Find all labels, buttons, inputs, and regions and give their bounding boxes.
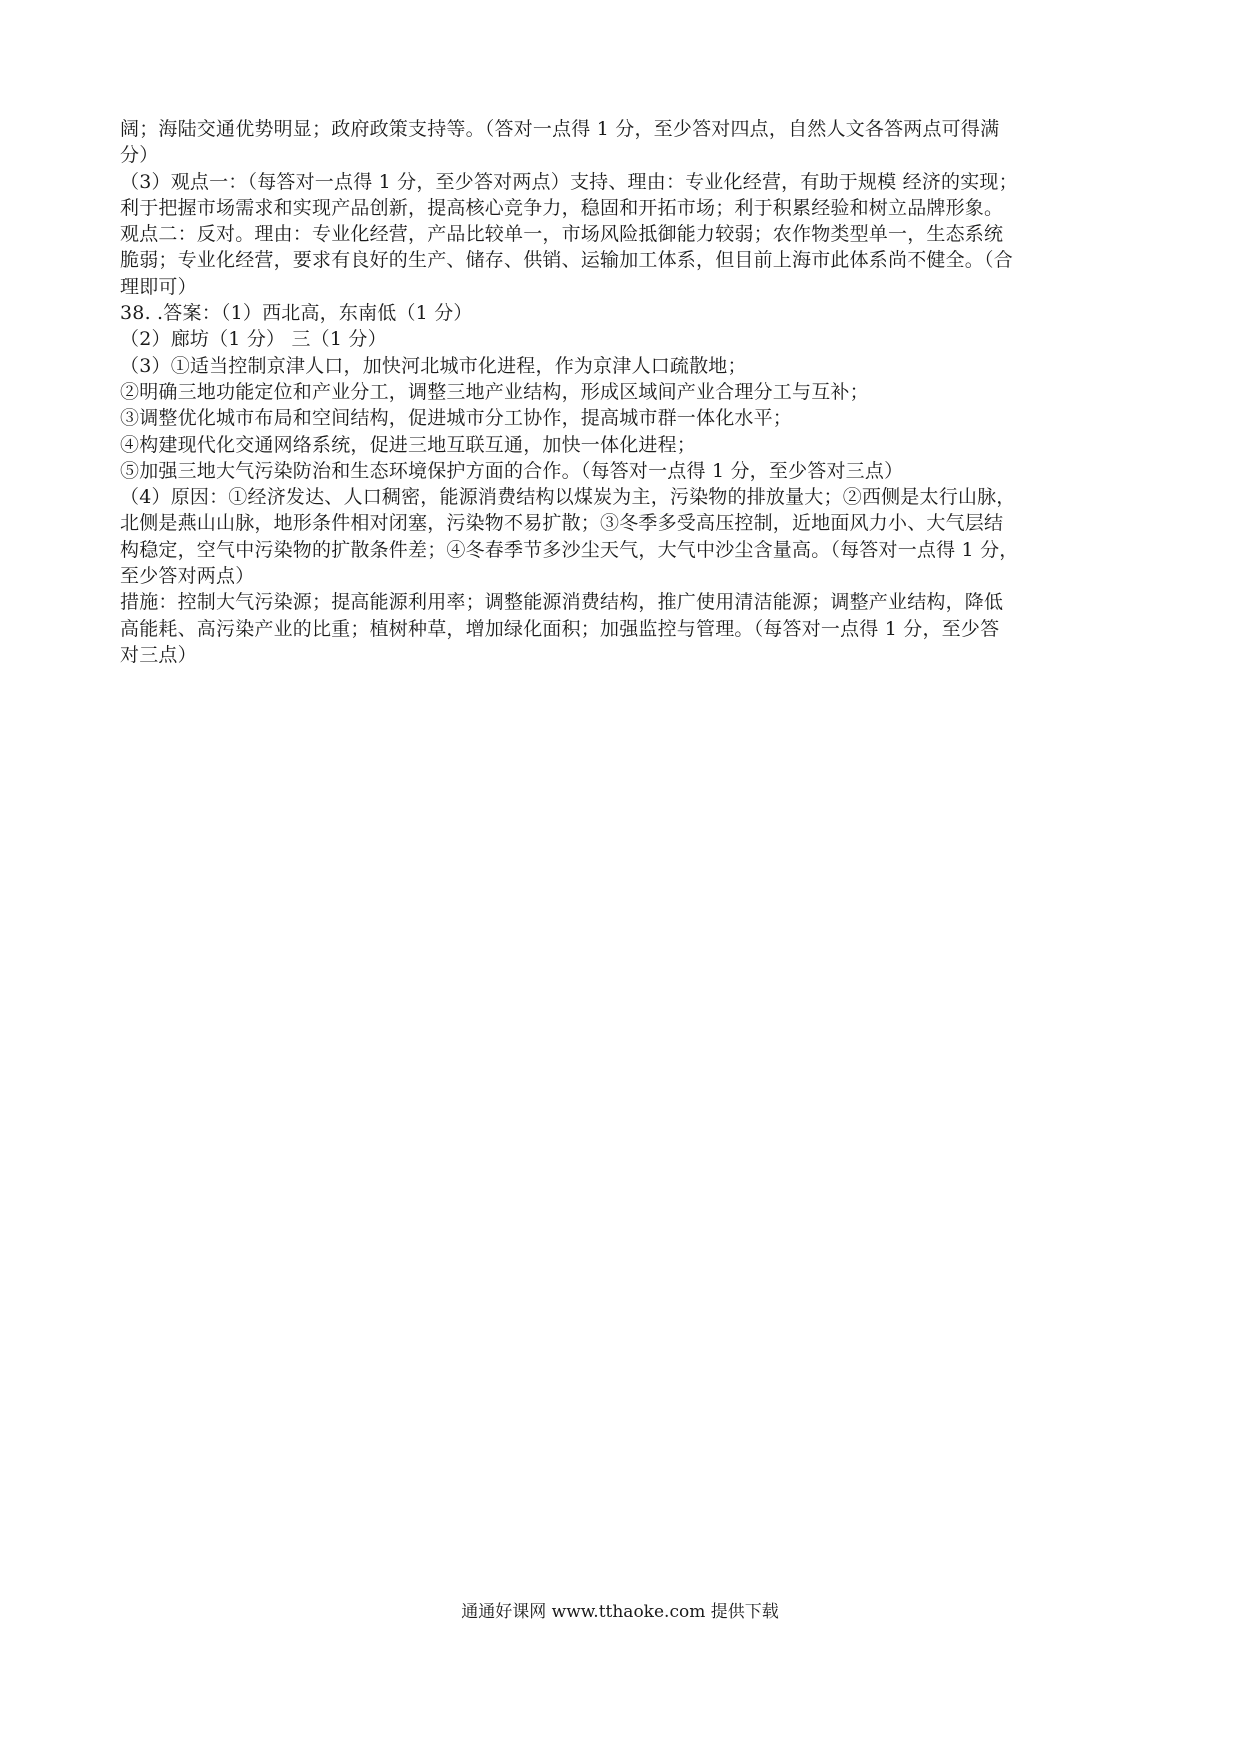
answer-text-block: [120, 116, 1130, 668]
text-line: 高能耗、高污染产业的比重；植树种草，增加绿化面积；加强监控与管理。（每答对一点得 1 分，至少答: [120, 617, 1000, 640]
text-line: 理即可）: [120, 275, 197, 298]
text-line: （3）①适当控制京津人口，加快河北城市化进程，作为京津人口疏散地；: [120, 354, 747, 377]
text-line: 利于把握市场需求和实现产品创新，提高核心竞争力，稳固和开拓市场；利于积累经验和树立品牌形象。: [120, 196, 1004, 219]
text-line: 阔；海陆交通优势明显；政府政策支持等。（答对一点得 1 分，至少答对四点，自然人文各答两点可得满: [120, 118, 1000, 140]
page-footer: 通通好课网 www.tthaoke.com 提供下载: [461, 1602, 779, 1622]
text-line: 分）: [120, 144, 159, 167]
question-38-heading: 38. .答案：（1）西北高，东南低（1 分）: [120, 302, 473, 325]
text-line: ④构建现代化交通网络系统，促进三地互联互通，加快一体化进程；: [120, 433, 697, 456]
text-line: （3）观点一：（每答对一点得 1 分，至少答对两点）支持、理由：专业化经营，有助于规模 经济的实现；: [120, 170, 1018, 193]
text-line: 措施：控制大气污染源；提高能源利用率；调整能源消费结构，推广使用清洁能源；调整产业结构，降低: [120, 591, 1004, 614]
text-line: ⑤加强三地大气污染防治和生态环境保护方面的合作。（每答对一点得 1 分，至少答对三点）: [120, 459, 904, 482]
text-line: 北侧是燕山山脉，地形条件相对闭塞，污染物不易扩散；③冬季多受高压控制，近地面风力小、大气层结: [120, 512, 1004, 535]
text-line: （4）原因：①经济发达、人口稠密，能源消费结构以煤炭为主，污染物的排放量大；②西侧是太行山脉，: [120, 486, 1016, 509]
text-line: 至少答对两点）: [120, 565, 255, 588]
text-line: ②明确三地功能定位和产业分工，调整三地产业结构，形成区域间产业合理分工与互补；: [120, 380, 869, 403]
text-line: 观点二：反对。理由：专业化经营，产品比较单一，市场风险抵御能力较弱；农作物类型单一，生态系统: [120, 223, 1004, 246]
text-line: ③调整优化城市布局和空间结构，促进城市分工协作，提高城市群一体化水平；: [120, 407, 793, 430]
text-line: （2）廊坊（1 分） 三（1 分）: [120, 328, 387, 351]
text-line: 构稳定，空气中污染物的扩散条件差；④冬春季节多沙尘天气，大气中沙尘含量高。（每答对一点得 1 分，: [120, 538, 1019, 561]
text-line: 对三点）: [120, 643, 197, 666]
text-line: 脆弱；专业化经营，要求有良好的生产、储存、供销、运输加工体系，但目前上海市此体系尚不健全。（合: [120, 249, 1013, 272]
